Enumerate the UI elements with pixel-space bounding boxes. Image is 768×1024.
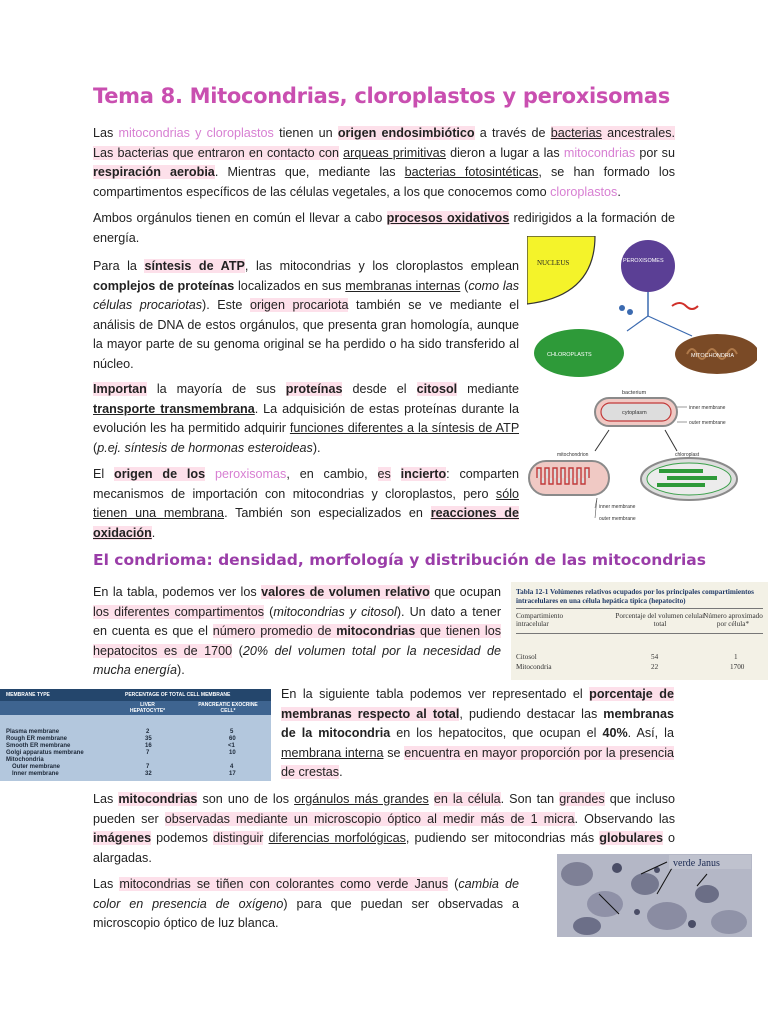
- paragraph-volume-table: En la tabla, podemos ver los valores de volumen relativo que ocupan los diferentes compartimentos (mitocondrias y citosol). Un dato a tener en cuenta es que el número promedio de mitocondrias que tienen los hepatocitos es de 1700 (20% del volumen total por la necesidad de mucha energía).: [93, 585, 502, 677]
- volume-table: Tabla 12-1 Volúmenes relativos ocupados por los principales compartimientos intracelulares en una célula hepática típica (hepatocito) Compartimiento intracelular Porcentaje del volumen celular total Número aproximado por célula* Citosol 54 1 Mitocondria 22 1700: [511, 582, 768, 680]
- table-row: Outer membrane 7 4: [12, 764, 234, 770]
- table-row: Inner membrane 32 17: [12, 771, 236, 777]
- table-row: Golgi apparatus membrane 7 10: [6, 750, 236, 756]
- paragraph-atp: Para la síntesis de ATP, las mitocondrias y los cloroplastos emplean complejos de proteínas localizados en sus membranas internas (como las células procariotas). Este origen procariota también se ve mediante el análisis de DNA de estos orgánulos, que presenta gran homología, aunque la mayor parte de su genoma original se ha perdido o ha sido transferido al núcleo.: [93, 259, 520, 371]
- paragraph-staining: Las mitocondrias se tiñen con colorantes como verde Janus (cambia de color en presencia de oxígeno) para que puedan ser observadas a microscopio óptico de luz blanca.: [93, 877, 520, 930]
- table-row: Mitochondria: [6, 757, 44, 763]
- svg-text:inner membrane: inner membrane: [599, 504, 636, 510]
- volume-table-caption: Tabla 12-1 Volúmenes relativos ocupados por los principales compartimientos intracelulares en una célula hepática típica (hepatocito): [516, 588, 754, 605]
- chloroplasts-label: CHLOROPLASTS: [547, 352, 592, 358]
- section-subtitle: El condrioma: densidad, morfología y distribución de las mitocondrias: [93, 551, 706, 569]
- table-row: Plasma membrane 2 5: [6, 729, 234, 735]
- svg-text:chloroplast: chloroplast: [675, 452, 700, 458]
- paragraph-intro: Las mitocondrias y cloroplastos tienen un origen endosimbiótico a través de bacterias ancestrales. Las bacterias que entraron en contacto con arqueas primitivas dieron a lugar a las mitocondrias por su respiración aerobia. Mientras que, mediante las bacterias fotosintéticas, se han formado los compartimentos específicos de las células vegetales, a los que conocemos como cloroplastos.: [93, 126, 675, 199]
- table-row: Smooth ER membrane 16 <1: [6, 743, 235, 749]
- micrograph-label: verde Janus: [673, 858, 720, 869]
- page-title: Tema 8. Mitocondrias, cloroplastos y peroxisomas: [93, 84, 670, 108]
- membrane-table: MEMBRANE TYPE PERCENTAGE OF TOTAL CELL MEMBRANE LIVER HEPATOCYTE* PANCREATIC EXOCRINE CELL* Plasma membrane 2 5 Rough ER membrane 35 60 Smooth ER membrane 16 <1 Golgi apparatus membrane 7 10 Mitochondria Outer membrane 7 4 Inner membrane 32 17: [0, 689, 271, 781]
- paragraph-import: Importan la mayoría de sus proteínas desde el citosol mediante transporte transmembrana. La adquisición de estas proteínas durante la evolución les ha permitido adquirir funciones diferentes a la síntesis de ATP (p.ej. síntesis de hormonas esteroideas).: [93, 382, 520, 455]
- paragraph-oxidative: Ambos orgánulos tienen en común el llevar a cabo procesos oxidativos redirigidos a la formación de energía.: [93, 211, 675, 245]
- svg-text:cytoplasm: cytoplasm: [622, 410, 647, 416]
- svg-text:outer membrane: outer membrane: [689, 420, 726, 426]
- table-row: Rough ER membrane 35 60: [6, 736, 236, 742]
- janus-green-micrograph: [557, 854, 752, 937]
- table-row: Mitocondria: [516, 663, 552, 671]
- table-row: Citosol: [516, 653, 537, 661]
- paragraph-peroxisomes: El origen de los peroxisomas, en cambio, es incierto: comparten mecanismos de importación con mitocondrias y cloroplastos, pero sólo tienen una membrana. También son especializados en reacciones de oxidación.: [93, 467, 519, 540]
- paragraph-size: Las mitocondrias son uno de los orgánulos más grandes en la célula. Son tan grandes que incluso pueden ser observadas mediante un microscopio óptico al medir más de 1 micra. Observando las imágenes podemos distinguir diferencias morfológicas, pudiendo ser mitocondrias más globulares o alargadas.: [93, 792, 676, 865]
- nucleus-label: NUCLEUS: [537, 259, 570, 267]
- svg-text:outer membrane: outer membrane: [599, 516, 636, 522]
- paragraph-membrane-table: En la siguiente tabla podemos ver representado el porcentaje de membranas respecto al total, pudiendo destacar las membranas de la mitocondria en los hepatocitos, que ocupan el 40%. Así, la membrana interna se encuentra en mayor proporción por la presencia de crestas.: [281, 687, 674, 779]
- mitochondria-label: MITOCHONDRIA: [691, 353, 734, 359]
- svg-text:inner membrane: inner membrane: [689, 405, 726, 411]
- svg-text:bacterium: bacterium: [622, 390, 647, 396]
- peroxisomes-label: PEROXISOMES: [623, 258, 664, 264]
- svg-text:mitochondrion: mitochondrion: [557, 452, 589, 458]
- organelle-origin-figure: [527, 236, 757, 536]
